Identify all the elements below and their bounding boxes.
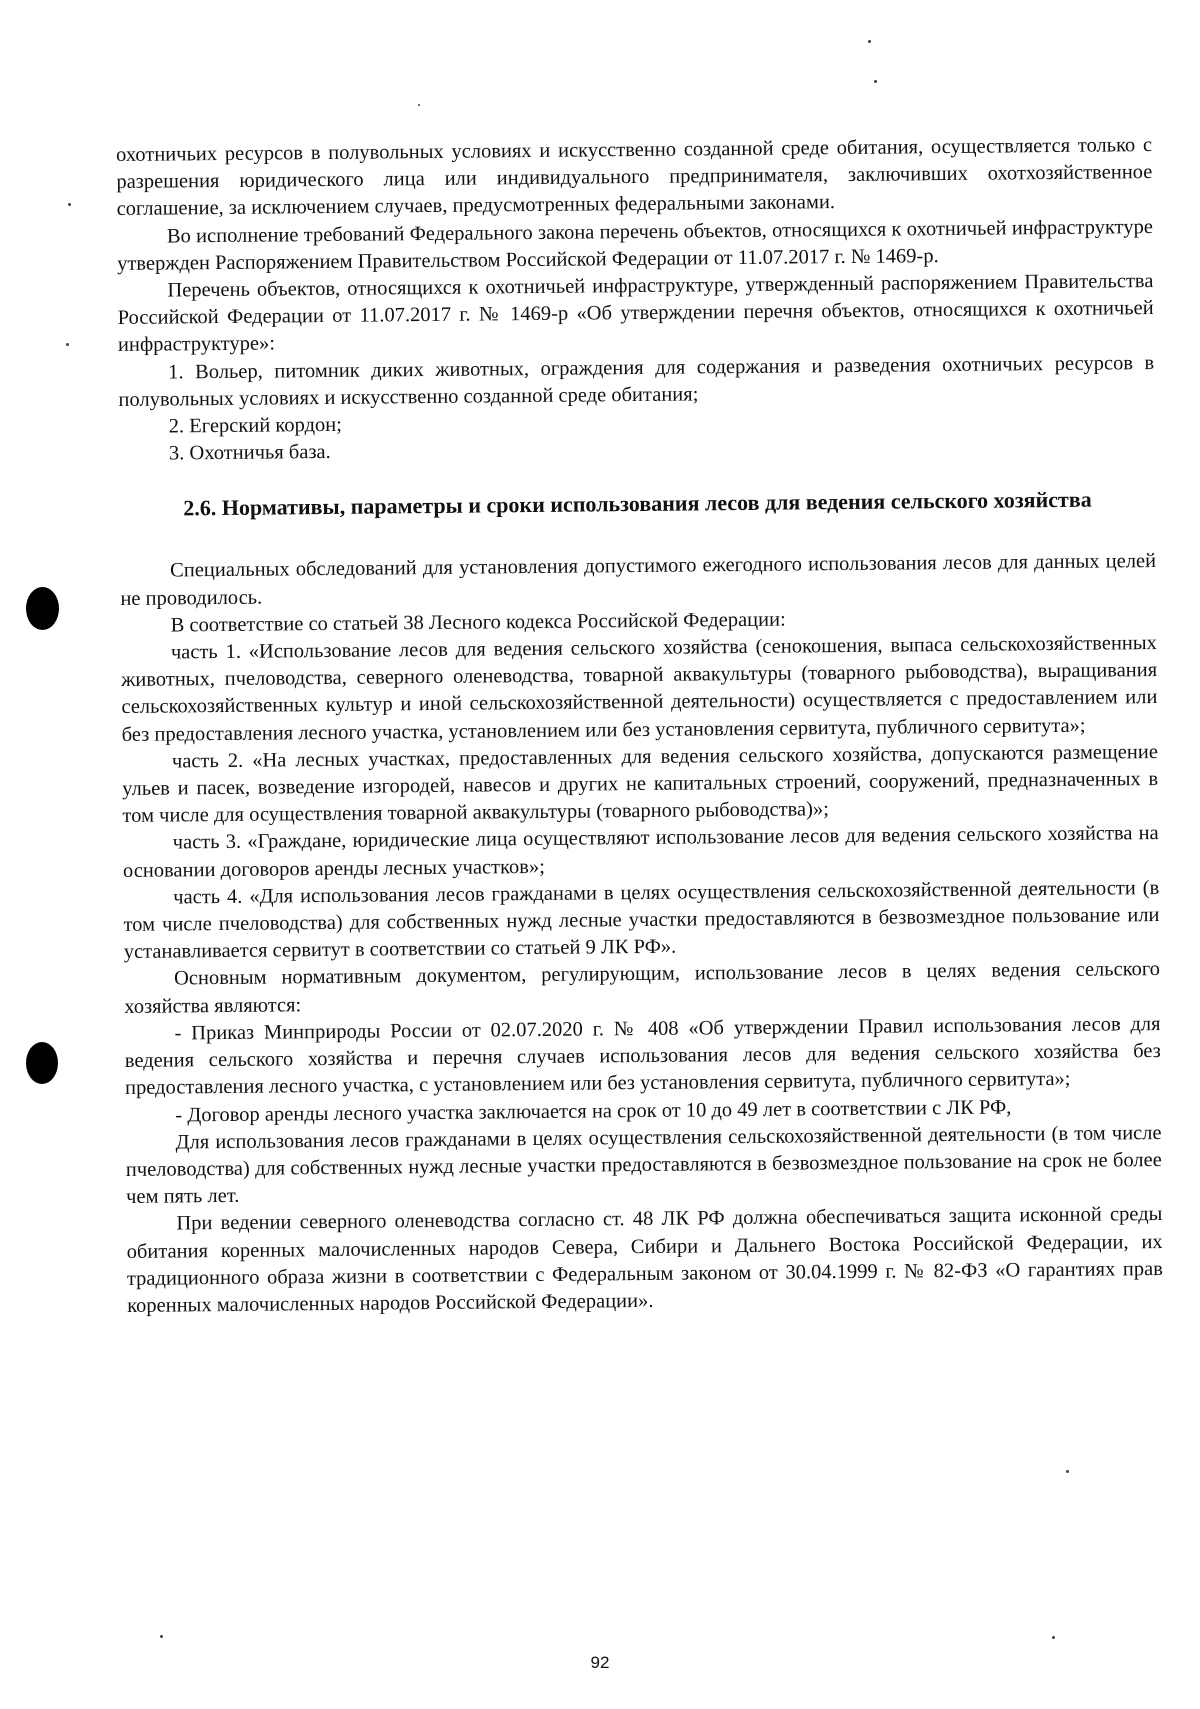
scan-speck (868, 40, 871, 43)
punch-hole (26, 1042, 58, 1084)
punch-hole (26, 587, 59, 630)
list-item: 3. Охотничья база. (168, 441, 331, 465)
paragraph: Во исполнение требований Федерального закона перечень объектов, относящихся к охотничьей инфраструктуре утвержден Распоряжением Правительством Российской Федерации от 11.07.2017 г. № 1469-р. (117, 215, 1153, 275)
paragraph: охотничьих ресурсов в полувольных условиях и искусственно созданной среде обитания, осуществляется только с разрешения юридического лица или индивидуального предпринимателя, заключивших охотхозяйственное соглашение, за исключением случаев, предусмотренных федеральными законами. (116, 134, 1153, 221)
law-excerpt: часть 4. «Для использования лесов гражданами в целях осуществления сельскохозяйственной деятельности (в том числе пчеловодства) для собственных нужд лесные участки предоставляются в безвозмездное пользование или устанавливается сервитут в соответствии со статьей 9 ЛК РФ». (123, 876, 1160, 964)
list-item: 1. Вольер, питомник диких животных, ограждения для содержания и разведения охотничьих ресурсов в полувольных условиях и искусственно созданной среде обитания; (118, 351, 1155, 411)
section-heading: 2.6. Нормативы, параметры и сроки использования лесов для ведения сельского хозяйства (183, 487, 1092, 521)
scan-speck (1052, 1636, 1055, 1639)
scan-speck (160, 1635, 163, 1638)
law-excerpt: часть 1. «Использование лесов для ведения сельского хозяйства (сенокошения, выпаса сельскохозяйственных животных, пчеловодства, северного оленеводства, товарной аквакультуры (товарного рыбоводства), выращивания сельскохозяйственных культур и иной сельскохозяйственной деятельности) осуществляется с предоставлением или без предоставления лесного участка, установлением или без установления сервитута, публичного сервитута»; (121, 632, 1158, 746)
paragraph: Для использования лесов гражданами в целях осуществления сельскохозяйственной деятельности (в том числе пчеловодства) для собственных нужд лесные участки предоставляются в безвозмездное пользование на срок не более чем пять лет. (125, 1121, 1162, 1209)
law-excerpt: часть 2. «На лесных участках, предоставленных для ведения сельского хозяйства, допускаются размещение ульев и пасек, возведение изгородей, навесов и других не капитальных строений, сооружений, предназначенных в том числе для осуществления товарной аквакультуры (товарного рыбоводства)»; (122, 740, 1159, 828)
list-item: 2. Егерский кордон; (168, 413, 342, 438)
paragraph: Специальных обследований для установления допустимого ежегодного использования лесов для данных целей не проводилось. (120, 550, 1157, 610)
scan-speck (66, 343, 69, 346)
paragraph: В соответствие со статьей 38 Лесного кодекса Российской Федерации: (170, 608, 786, 637)
paragraph: При ведении северного оленеводства согласно ст. 48 ЛК РФ должна обеспечиваться защита исконной среды обитания коренных малочисленных народов Севера, Сибири и Дальнего Востока Российской Федерации, их традиционного образа жизни в соответствии с Федеральным законом от 30.04.1999 г. № 82-ФЗ «О гарантиях прав коренных малочисленных народов Российской Федерации». (126, 1203, 1163, 1317)
scan-speck (418, 104, 420, 106)
scan-speck (1066, 1470, 1069, 1473)
paragraph: Перечень объектов, относящихся к охотничьей инфраструктуре, утвержденный распоряжением Правительства Российской Федерации от 11.07.2017 г. № 1469-р «Об утверждении перечня объектов, относящихся к охотничьей инфраструктуре»: (117, 270, 1154, 357)
list-item: - Договор аренды лесного участка заключается на срок от 10 до 49 лет в соответствии с ЛК РФ, (175, 1095, 1012, 1126)
law-excerpt: часть 3. «Граждане, юридические лица осуществляют использование лесов для ведения сельского хозяйства на основании договоров аренды лесных участков»; (122, 822, 1159, 882)
scan-speck (874, 80, 877, 83)
document-body (116, 132, 1163, 1320)
page-number: 92 (590, 1653, 610, 1672)
paragraph: Основным нормативным документом, регулирующим, использование лесов в целях ведения сельского хозяйства являются: (124, 958, 1161, 1018)
scan-speck (68, 203, 71, 206)
list-item: - Приказ Минприроды России от 02.07.2020 г. № 408 «Об утверждении Правил использования лесов для ведения сельского хозяйства и перечня случаев использования лесов для ведения сельского хозяйства без предоставления лесного участка, с установлением или без установления сервитута, публичного сервитута»; (124, 1012, 1161, 1100)
